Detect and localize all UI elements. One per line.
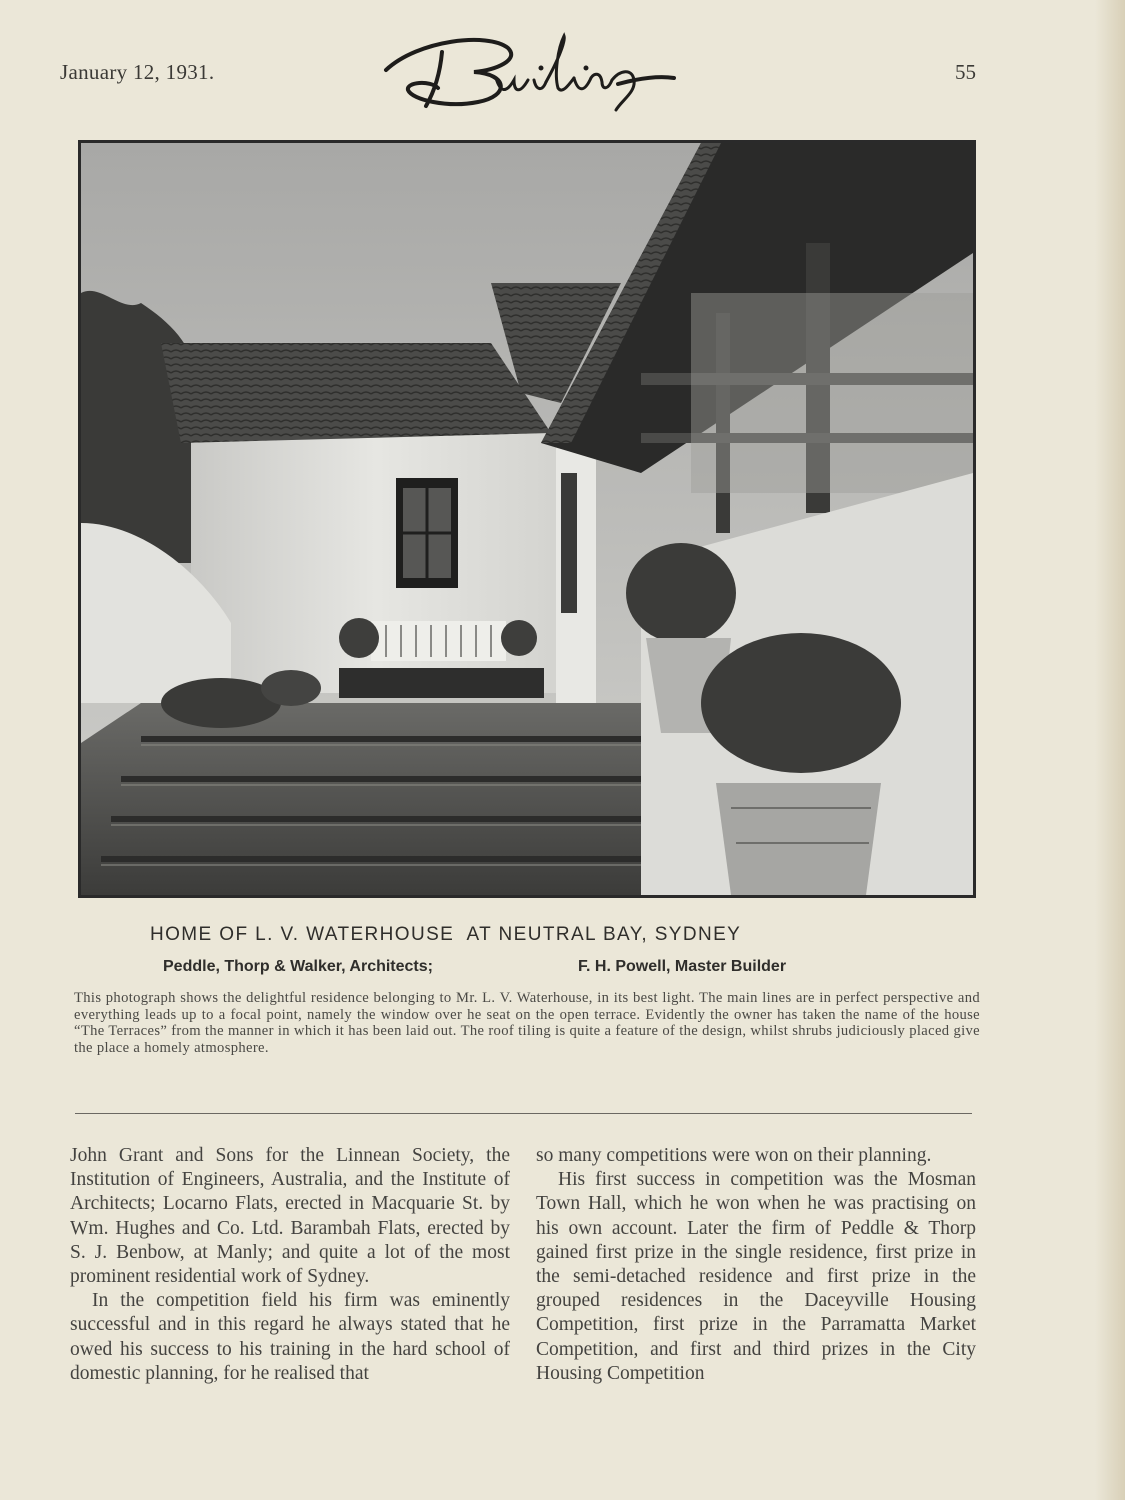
- issue-date: January 12, 1931.: [60, 60, 215, 84]
- article-paragraph: In the competition field his firm was eminently successful and in this regard he always stated that he owed his success to his training in the hard school of domestic planning, for he realised that: [70, 1290, 510, 1384]
- architects-credit: Peddle, Thorp & Walker, Architects;: [163, 958, 433, 975]
- page-number: 55: [955, 60, 976, 84]
- photo-caption-title: HOME OF L. V. WATERHOUSE AT NEUTRAL BAY, SYDNEY: [150, 924, 742, 945]
- article-paragraph: so many competitions were won on their planning.: [536, 1145, 932, 1166]
- section-divider: [75, 1113, 972, 1114]
- building-masthead-logo: [378, 30, 678, 118]
- article-paragraph: His first success in competition was the Mosman Town Hall, which he won when he was practising on his own account. Later the firm of Peddle & Thorp gained first prize in the single residence, first prize in the semi-detached residence and first prize in the grouped residences in the Daceyville Housing Competition, first prize in the Parramatta Market Competition, and first and third prizes in the City Housing Competition: [536, 1169, 976, 1384]
- page-edge-shading: [1095, 0, 1125, 1500]
- house-terrace-photo-icon: [81, 143, 973, 895]
- article-paragraph: John Grant and Sons for the Linnean Society, the Institution of Engineers, Australia, and the Institute of Architects; Locarno Flats, erected in Macquarie St. by Wm. Hughes and Co. Ltd. Barambah Flats, erected by S. J. Benbow, at Manly; and quite a lot of the most prominent residential work of Sydney.: [70, 1145, 510, 1288]
- photo-caption-text: This photograph shows the delightful residence belonging to Mr. L. V. Waterhouse, in its best light. The main lines are in perfect perspective and everything leads up to a focal point, namely the window over he seat on the open terrace. Evidently the owner has taken the name of the house “The Terraces” from the manner in which it has been laid out. The roof tiling is quite a feature of the design, whilst shrubs judiciously placed give the place a homely atmosphere.: [74, 990, 980, 1056]
- builder-credit: F. H. Powell, Master Builder: [578, 958, 787, 975]
- article-column-right: [536, 1144, 976, 1386]
- article-column-left: [70, 1144, 510, 1386]
- house-photograph: [78, 140, 976, 898]
